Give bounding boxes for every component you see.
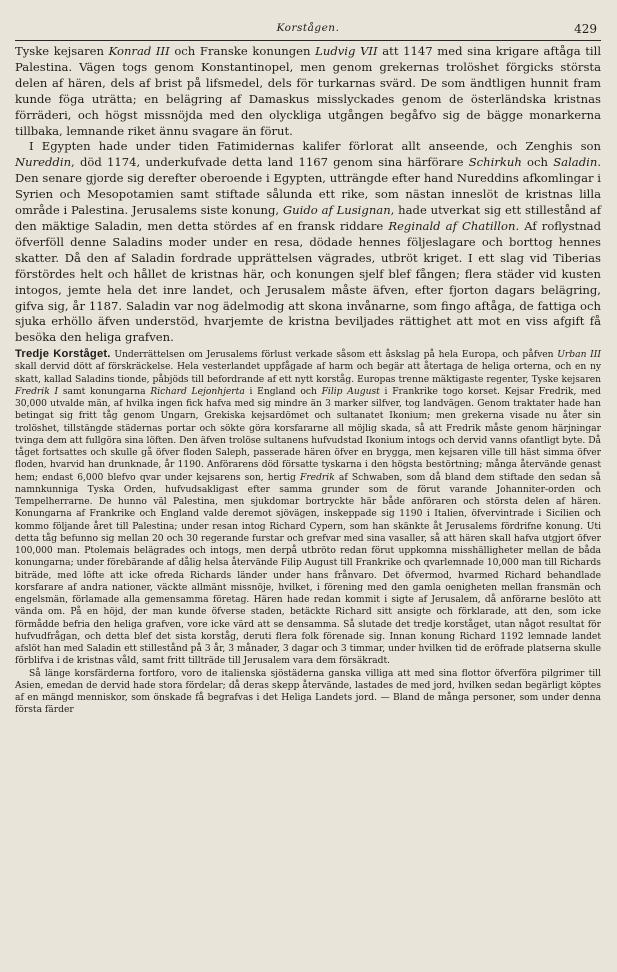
text-run: skall dervid dött af förskräckelse. Hela vesterlandet uppfågade af harm och begär att återtaga de heliga orterna, och en ny skatt, kallad Saladins tionde, påbjöds till befordrande af ett nytt korståg. Europas trenne mäktigaste regenter, Tyske kejsaren (15, 362, 601, 385)
text-run: , död 1174, underkufvade detta land 1167 genom sina härförare (71, 155, 469, 170)
italic-name: Nureddin (15, 155, 72, 170)
text-run: i Frankrike togo korset. Kejsar Fredrik, med 30,000 utvalde män, af hvilka ingen fick hafva med sig mindre än 3 marker silfver, tog landvägen. Genom traktater hade han betingat sig fritt tåg genom Ungarn, Grekiska kejsardömet och sultanatet Ikonium; men grekerna visade nu åter sin trolöshet, tillstängde städernas portar och sökte göra korsfararne all möjlig skada, så att Fredrik måste genom härjningar tvinga dem att fullgöra sina löften. Den äfven trolöse sultanens hufvudstad Ikonium intogs och dervid vanns ofantligt byte. Då tåget fortsattes och skulle gå öfver floden Saleph, passerade hären öfver en brygga, men kejsaren ville till häst simma öfver floden, hvarvid han drunknade, år 1190. Anförarens död försatte tyskarna i den högsta bestörtning; många återvände genast hem; endast 6,000 blefvo qvar under kejsarens son, hertig (15, 386, 601, 483)
text-run: Underrättelsen om Jerusalems förlust verkade såsom ett åskslag på hela Europa, och påfven (110, 350, 558, 361)
italic-name: Reginald af Chatillon (388, 218, 516, 233)
text-run: , hade utverkat sig ett stillestånd af den mäktige Saladin, men detta stördes af en fransk riddare (15, 203, 601, 233)
italic-name: Saladin (553, 155, 598, 170)
italic-name: Richard Lejonhjerta (150, 386, 245, 397)
italic-name: Fredrik (299, 472, 335, 483)
page-header (15, 22, 601, 40)
text-run: samt konungarna (58, 386, 151, 397)
italic-name: Urban III (557, 350, 601, 361)
italic-name: Ludvig VII (315, 44, 378, 58)
text-run: att 1147 med sina krigare aftåga till Palestina. Vägen togs genom Konstantinopel, men genom grekernas trolöshet förgicks största delen af hären, dels af brist på lifsmedel, dels för turkarnas svärd. De som ändtligen hunnit fram kunde föga uträtta; en belägring af Damaskus misslyckades genom de österländska kristnas förräderi, och högst missnöjda med den olyckliga utgången begåfvo sig de bägge monarkerna tillbaka, lemnande riket ännu svagare än förut. (15, 44, 602, 138)
text-run: af Schwaben, som då bland dem stiftade den sedan så namnkunniga Tyska Orden, hufvudsakligast efter samma grunder som de förut varande Johanniter-orden och Tempelherrarne. De hunno väl Palestina, men sjukdomar bortryckte här både anföraren och största delen af hären. Konungarna af Frankrike och England valde deremot sjövägen, inskeppade sig 1190 i Italien, öfvervintrade i Sicilien och kommo följande året till Palestina; under resan intog Richard Cypern, som han skänkte åt Jerusalems fördrifne konung. Uti detta tåg befunno sig mellan 20 och 30 regerande furstar och grefvar med sina vasaller, så att hären skall hafva utgjort öfver 100,000 man. Ptolemais belägrades och intogs, men derpå utbröto redan förut uppkomna misshälligheter mellan de båda konungarna; under förebärande af dålig helsa återvände Filip August till Frankrike och qvarlemnade 10,000 man till Richards biträde, med löfte att icke ofreda Richards länder under hans frånvaro. Det öfvermod, hvarmed Richard behandlade korsfarare af andra nationer, väckte allmänt missnöje, hvilket, i förening med den gamla oenigheten mellan fransmän och engelsmän, förlamade alla gemensamma företag. Hären hade redan kommit i sigte af Jerusalem, då anförarne beslöto att vända om. På en höjd, der man kunde öfverse staden, betäckte Richard sitt ansigte och förklarade, att den, som icke förmådde befria den heliga grafven, vore icke värd att se densamma. Så slutade det tredje korståget, utan något resultat för hufvudfrågan, och detta blef det sista korståg, deruti flera folk förenade sig. Innan konung Richard 1192 lemnade landet afslöt han med Saladin ett stillestånd på 3 år, 3 månader, 3 dagar och 3 timmar, under hvilken tid de eröfrade platserna skulle förblifva i de kristnas våld, samt fritt tillträde till Jerusalem vara dem försäkradt. (15, 472, 601, 667)
italic-name: Filip August (321, 386, 380, 397)
section-heading: Tredje Korståget. (15, 348, 111, 361)
paragraph-second-crusade (15, 44, 601, 139)
italic-name: Fredrik I (15, 386, 59, 397)
text-run: . Af roflystnad öfverföll denne Saladins moder under en resa, dödade hennes följeslagare och borttog hennes skatter. Då den af Saladin fordrade upprättelsen vägrades, utbröt kriget. I ett slag vid Tiberias förstördes helt och hållet de kristnas här, och konungen sjelf blef fången; flera städer vid kusten intogos, jemte hela det inre landet, och Jerusalem måste äfven, efter fjorton dagars belägring, gifva sig, år 1187. Saladin var nog ädelmodig att skona invånarne, som fingo aftåga, de fattiga och sjuka erhöllo äfven understöd, hvarjemte de kristna beviljades rättighet att mot en viss afgift få besöka den heliga grafven. (15, 218, 601, 345)
paragraph-third-crusade (15, 348, 601, 668)
running-head: Korstågen. (276, 22, 340, 34)
text-run: och Franske konungen (169, 44, 316, 58)
page-number: 429 (574, 22, 597, 36)
text-run: I Egypten hade under tiden Fatimidernas kalifer förlorat allt anseende, och Zenghis son (29, 139, 601, 154)
text-run: . Den senare gjorde sig derefter oberoende i Egypten, utträngde efter hand Nureddins afkomlingar i Syrien och Mesopotamien samt stiftade sålunda ett rike, som nästan inneslöt de kristnas lilla område i Palestina. Jerusalems siste konung, (15, 155, 601, 218)
italic-name: Schirkuh (468, 155, 522, 170)
paragraph-italian-cities (15, 668, 601, 717)
text-run: i England och (244, 386, 322, 397)
header-rule (15, 40, 601, 41)
italic-name: Konrad III (108, 44, 170, 58)
text-run: Så länge korsfärderna fortforo, voro de italienska sjöstäderna ganska villiga att med sina flottor öfverföra pilgrimer till Asien, emedan de dervid hade stora fördelar; då deras skepp återvände, lastades de med jord, hvilken sedan begärligt köptes af en mängd menniskor, som önskade få begrafvas i det Heliga Landets jord. — Bland de många personer, som under denna första färder (15, 668, 601, 716)
text-run: och (521, 155, 554, 170)
paragraph-saladin (15, 139, 601, 346)
italic-name: Guido af Lusignan (282, 203, 391, 218)
text-run: Tyske kejsaren (15, 44, 109, 58)
